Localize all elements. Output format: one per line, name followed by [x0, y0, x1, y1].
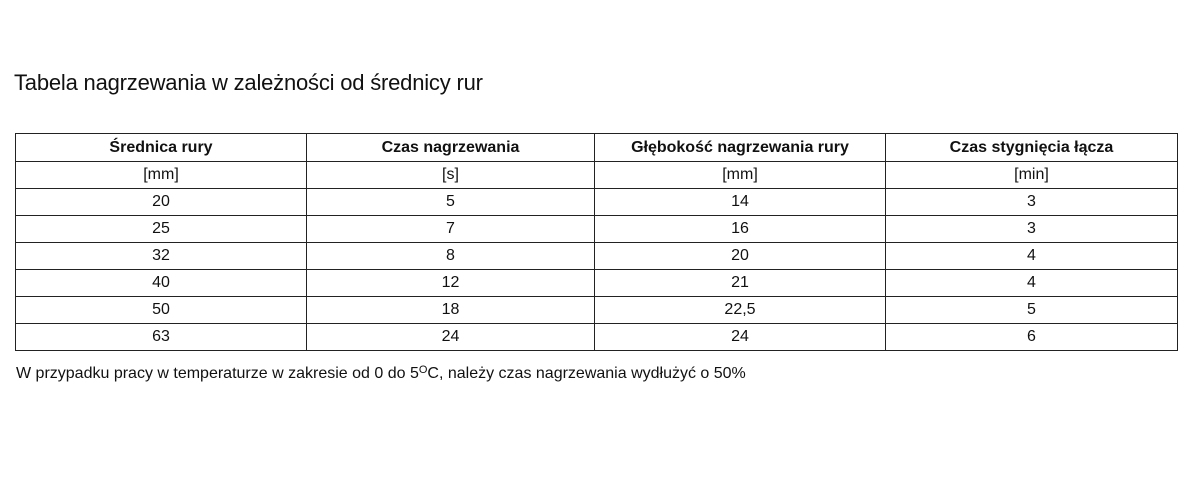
page-title: Tabela nagrzewania w zależności od średnicy rur [14, 70, 483, 95]
table-cell: 3 [886, 189, 1178, 216]
table-cell: 21 [595, 270, 886, 297]
unit-heating-depth: [mm] [595, 162, 886, 189]
table-cell: 20 [595, 243, 886, 270]
header-cooling-time: Czas stygnięcia łącza [886, 134, 1178, 162]
table-cell: 50 [16, 297, 307, 324]
table-row [16, 324, 1178, 351]
table-header-row [16, 134, 1178, 162]
table-cell: 20 [16, 189, 307, 216]
table-cell: 4 [886, 243, 1178, 270]
temperature-note [16, 364, 746, 383]
table-row [16, 297, 1178, 324]
table-cell: 14 [595, 189, 886, 216]
unit-cooling-time: [min] [886, 162, 1178, 189]
table-row [16, 189, 1178, 216]
table-cell: 5 [307, 189, 595, 216]
table-cell: 22,5 [595, 297, 886, 324]
table-row [16, 216, 1178, 243]
note-text-end: C, należy czas nagrzewania wydłużyć o 50% [427, 365, 746, 382]
table-cell: 5 [886, 297, 1178, 324]
unit-pipe-diameter: [mm] [16, 162, 307, 189]
table-row [16, 270, 1178, 297]
unit-heating-time: [s] [307, 162, 595, 189]
table-cell: 24 [307, 324, 595, 351]
table-cell: 3 [886, 216, 1178, 243]
table-cell: 25 [16, 216, 307, 243]
table-cell: 40 [16, 270, 307, 297]
table-cell: 18 [307, 297, 595, 324]
table-cell: 32 [16, 243, 307, 270]
note-degree-superscript: O [418, 364, 428, 376]
header-pipe-diameter: Średnica rury [16, 134, 307, 162]
table-cell: 7 [307, 216, 595, 243]
table-cell: 16 [595, 216, 886, 243]
table-cell: 4 [886, 270, 1178, 297]
table-cell: 8 [307, 243, 595, 270]
heating-table [15, 133, 1178, 351]
header-heating-depth: Głębokość nagrzewania rury [595, 134, 886, 162]
table-cell: 63 [16, 324, 307, 351]
table-units-row [16, 162, 1178, 189]
table-cell: 24 [595, 324, 886, 351]
header-heating-time: Czas nagrzewania [307, 134, 595, 162]
table-cell: 6 [886, 324, 1178, 351]
table-cell: 12 [307, 270, 595, 297]
table-row [16, 243, 1178, 270]
note-text-start: W przypadku pracy w temperaturze w zakresie od 0 do 5 [16, 365, 419, 382]
